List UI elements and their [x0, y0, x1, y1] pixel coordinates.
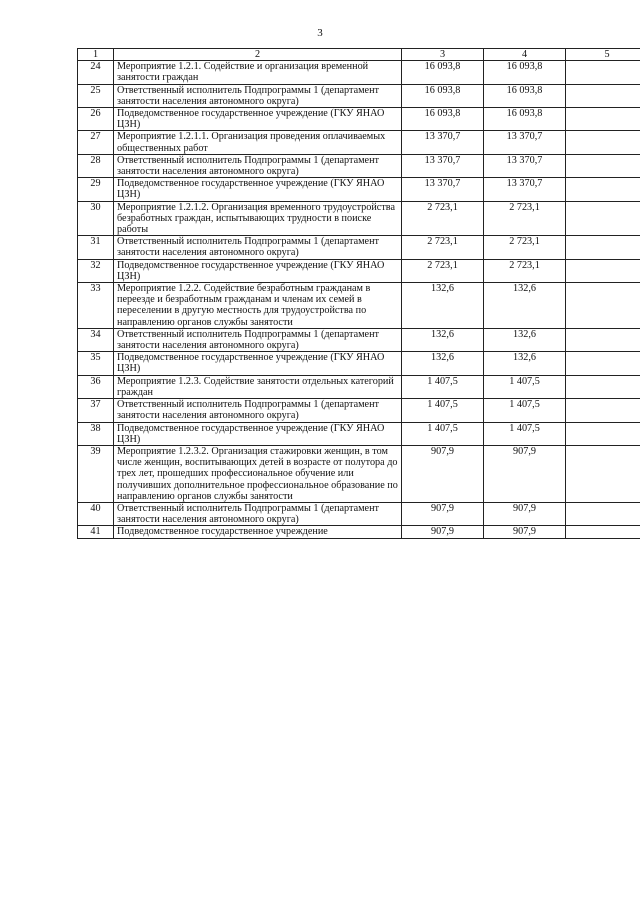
- row-number: 30: [78, 201, 114, 236]
- row-value-col-4: 2 723,1: [484, 236, 566, 259]
- row-number: 24: [78, 61, 114, 84]
- table-row: [78, 526, 640, 538]
- row-number: 38: [78, 422, 114, 445]
- row-value-col-4: 1 407,5: [484, 399, 566, 422]
- row-name: Ответственный исполнитель Подпрограммы 1 (департамент занятости населения автономного округа): [114, 84, 402, 107]
- table-row: [78, 61, 640, 84]
- table-row: [78, 201, 640, 236]
- row-value-col-5: [566, 283, 640, 329]
- row-value-col-4: 132,6: [484, 283, 566, 329]
- row-number: 31: [78, 236, 114, 259]
- table-row: [78, 131, 640, 154]
- row-value-col-4: 907,9: [484, 526, 566, 538]
- row-name: Мероприятие 1.2.2. Содействие безработным гражданам в переезде и безработным гражданам и членам их семей в переселении в другую местность для трудоустройства по направлению органов службы занятости: [114, 283, 402, 329]
- table-row: [78, 236, 640, 259]
- row-value-col-4: 16 093,8: [484, 84, 566, 107]
- table-header-row: [78, 49, 640, 61]
- row-name: Ответственный исполнитель Подпрограммы 1 (департамент занятости населения автономного округа): [114, 502, 402, 525]
- header-col-3: 3: [402, 49, 484, 61]
- row-value-col-3: 16 093,8: [402, 84, 484, 107]
- row-value-col-4: 13 370,7: [484, 131, 566, 154]
- row-value-col-3: 132,6: [402, 328, 484, 351]
- row-value-col-3: 16 093,8: [402, 108, 484, 131]
- row-number: 36: [78, 375, 114, 398]
- row-value-col-4: 16 093,8: [484, 61, 566, 84]
- row-name: Подведомственное государственное учреждение (ГКУ ЯНАО ЦЗН): [114, 178, 402, 201]
- row-value-col-3: 2 723,1: [402, 236, 484, 259]
- page-number: 3: [317, 27, 323, 39]
- row-value-col-3: 1 407,5: [402, 399, 484, 422]
- row-name: Мероприятие 1.2.1.1. Организация проведения оплачиваемых общественных работ: [114, 131, 402, 154]
- row-value-col-5: [566, 375, 640, 398]
- row-number: 39: [78, 445, 114, 502]
- row-number: 32: [78, 259, 114, 282]
- row-value-col-5: [566, 201, 640, 236]
- table-row: [78, 154, 640, 177]
- row-name: Ответственный исполнитель Подпрограммы 1 (департамент занятости населения автономного округа): [114, 236, 402, 259]
- row-value-col-3: 1 407,5: [402, 422, 484, 445]
- row-value-col-4: 13 370,7: [484, 154, 566, 177]
- row-value-col-5: [566, 526, 640, 538]
- row-value-col-4: 907,9: [484, 445, 566, 502]
- table-row: [78, 328, 640, 351]
- row-number: 28: [78, 154, 114, 177]
- row-value-col-3: 907,9: [402, 445, 484, 502]
- row-name: Подведомственное государственное учреждение (ГКУ ЯНАО ЦЗН): [114, 422, 402, 445]
- table-row: [78, 375, 640, 398]
- row-name: Подведомственное государственное учреждение (ГКУ ЯНАО ЦЗН): [114, 108, 402, 131]
- row-value-col-5: [566, 352, 640, 375]
- row-number: 40: [78, 502, 114, 525]
- row-value-col-3: 2 723,1: [402, 259, 484, 282]
- row-name: Подведомственное государственное учреждение (ГКУ ЯНАО ЦЗН): [114, 259, 402, 282]
- table-row: [78, 178, 640, 201]
- row-value-col-4: 1 407,5: [484, 375, 566, 398]
- table-row: [78, 84, 640, 107]
- row-value-col-4: 13 370,7: [484, 178, 566, 201]
- row-value-col-3: 13 370,7: [402, 131, 484, 154]
- row-value-col-4: 2 723,1: [484, 259, 566, 282]
- row-number: 41: [78, 526, 114, 538]
- row-value-col-3: 16 093,8: [402, 61, 484, 84]
- row-value-col-4: 16 093,8: [484, 108, 566, 131]
- row-value-col-5: [566, 236, 640, 259]
- row-name: Мероприятие 1.2.1. Содействие и организация временной занятости граждан: [114, 61, 402, 84]
- row-value-col-3: 132,6: [402, 283, 484, 329]
- table-row: [78, 502, 640, 525]
- row-name: Ответственный исполнитель Подпрограммы 1 (департамент занятости населения автономного округа): [114, 154, 402, 177]
- row-number: 29: [78, 178, 114, 201]
- row-value-col-3: 907,9: [402, 502, 484, 525]
- row-value-col-3: 2 723,1: [402, 201, 484, 236]
- budget-table: [77, 48, 640, 539]
- header-col-4: 4: [484, 49, 566, 61]
- table-row: [78, 108, 640, 131]
- row-value-col-3: 907,9: [402, 526, 484, 538]
- header-col-2: 2: [114, 49, 402, 61]
- row-value-col-4: 1 407,5: [484, 422, 566, 445]
- row-number: 35: [78, 352, 114, 375]
- row-value-col-5: [566, 328, 640, 351]
- row-name: Ответственный исполнитель Подпрограммы 1 (департамент занятости населения автономного округа): [114, 328, 402, 351]
- row-value-col-5: [566, 61, 640, 84]
- table-row: [78, 422, 640, 445]
- row-value-col-5: [566, 445, 640, 502]
- table-row: [78, 445, 640, 502]
- row-value-col-4: 2 723,1: [484, 201, 566, 236]
- row-number: 33: [78, 283, 114, 329]
- row-number: 34: [78, 328, 114, 351]
- row-number: 26: [78, 108, 114, 131]
- row-value-col-4: 907,9: [484, 502, 566, 525]
- row-value-col-5: [566, 154, 640, 177]
- table-row: [78, 259, 640, 282]
- row-name: Ответственный исполнитель Подпрограммы 1 (департамент занятости населения автономного округа): [114, 399, 402, 422]
- row-number: 25: [78, 84, 114, 107]
- row-number: 27: [78, 131, 114, 154]
- row-value-col-5: [566, 84, 640, 107]
- row-value-col-3: 132,6: [402, 352, 484, 375]
- header-col-5: 5: [566, 49, 640, 61]
- row-name: Подведомственное государственное учреждение: [114, 526, 402, 538]
- row-value-col-5: [566, 178, 640, 201]
- row-name: Мероприятие 1.2.3. Содействие занятости отдельных категорий граждан: [114, 375, 402, 398]
- table-row: [78, 283, 640, 329]
- table-row: [78, 352, 640, 375]
- row-value-col-5: [566, 399, 640, 422]
- row-name: Мероприятие 1.2.3.2. Организация стажировки женщин, в том числе женщин, воспитывающих детей в возрасте от полутора до трех лет, прошедших профессиональное обучение или получивших дополнительное профессиональное образование по направлению органов службы занятости: [114, 445, 402, 502]
- row-value-col-5: [566, 259, 640, 282]
- row-name: Подведомственное государственное учреждение (ГКУ ЯНАО ЦЗН): [114, 352, 402, 375]
- row-value-col-4: 132,6: [484, 328, 566, 351]
- table-row: [78, 399, 640, 422]
- header-col-1: 1: [78, 49, 114, 61]
- row-value-col-3: 13 370,7: [402, 154, 484, 177]
- row-value-col-5: [566, 131, 640, 154]
- row-value-col-3: 1 407,5: [402, 375, 484, 398]
- row-number: 37: [78, 399, 114, 422]
- row-value-col-3: 13 370,7: [402, 178, 484, 201]
- row-value-col-5: [566, 108, 640, 131]
- row-value-col-4: 132,6: [484, 352, 566, 375]
- row-name: Мероприятие 1.2.1.2. Организация временного трудоустройства безработных граждан, испытывающих трудности в поиске работы: [114, 201, 402, 236]
- row-value-col-5: [566, 422, 640, 445]
- row-value-col-5: [566, 502, 640, 525]
